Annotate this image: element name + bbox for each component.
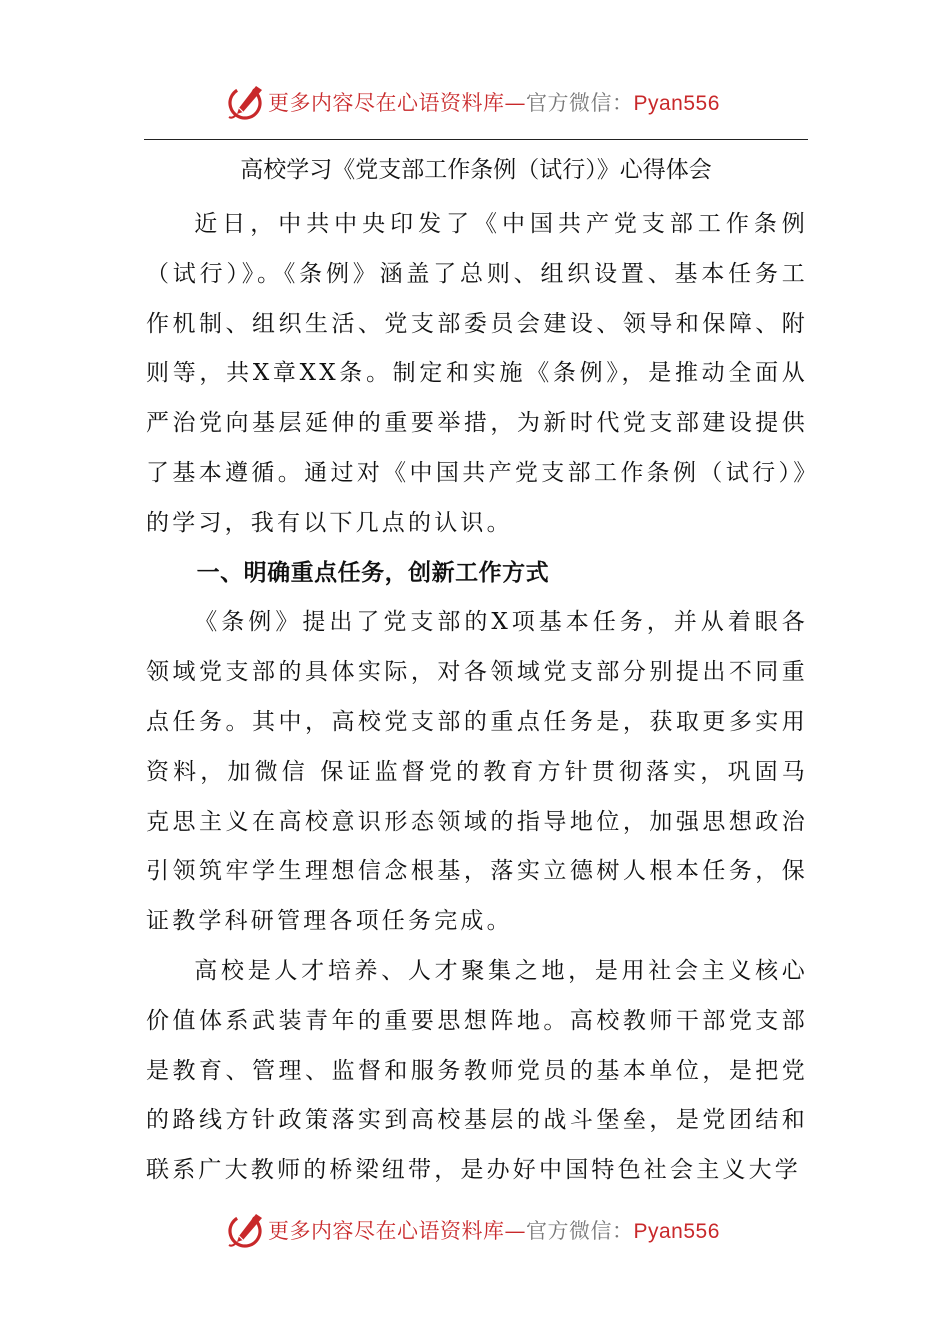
banner-sub-text: 官方微信： <box>526 1219 634 1243</box>
banner-wechat-id: Pyan556 <box>633 92 720 115</box>
document-body <box>146 200 808 1196</box>
header-divider <box>144 139 808 140</box>
banner-main-text: 更多内容尽在心语资料库 <box>268 1219 505 1243</box>
paragraph-universities: 高校是人才培养、人才聚集之地，是用社会主义核心价值体系武装青年的重要思想阵地。高校教师干部党支部是教育、管理、监督和服务教师党员的基本单位，是把党的路线方针政策落实到高校基层的战斗堡垒，是党团结和联系广大教师的桥梁纽带，是办好中国特色社会主义大学 <box>146 957 808 1184</box>
section-heading-1: 一、明确重点任务，创新工作方式 <box>196 559 550 586</box>
paragraph-key-tasks: 《条例》提出了党支部的X项基本任务，并从着眼各领域党支部的具体实际，对各领域党支部分别提出不同重点任务。其中，高校党支部的重点任务是，获取更多实用资料，加微信 保证监督党的教育方针贯彻落实，巩固马克思主义在高校意识形态领域的指导地位，加强思想政治引领筑牢学生理想信念根基，落实立德树人根本任务，保证教学科研管理各项任务完成。 <box>146 609 808 935</box>
pen-logo-icon <box>226 1210 266 1250</box>
banner-main-text: 更多内容尽在心语资料库 <box>268 91 505 115</box>
document-title: 高校学习《党支部工作条例（试行）》心得体会 <box>240 157 712 183</box>
header-banner <box>0 80 950 124</box>
paragraph-intro: 近日，中共中央印发了《中国共产党支部工作条例（试行）》。《条例》涵盖了总则、组织设置、基本任务工作机制、组织生活、党支部委员会建设、领导和保障、附则等，共X章XX条。制定和实施《条例》，是推动全面从严治党向基层延伸的重要举措，为新时代党支部建设提供了基本遵循。通过对《中国共产党支部工作条例（试行）》的学习，我有以下几点的认识。 <box>146 211 808 536</box>
banner-separator: — <box>504 91 526 115</box>
banner-wechat-id: Pyan556 <box>633 1220 720 1243</box>
footer-banner <box>0 1208 950 1252</box>
banner-separator: — <box>504 1219 526 1243</box>
pen-logo-icon <box>226 82 266 122</box>
banner-sub-text: 官方微信： <box>526 91 634 115</box>
